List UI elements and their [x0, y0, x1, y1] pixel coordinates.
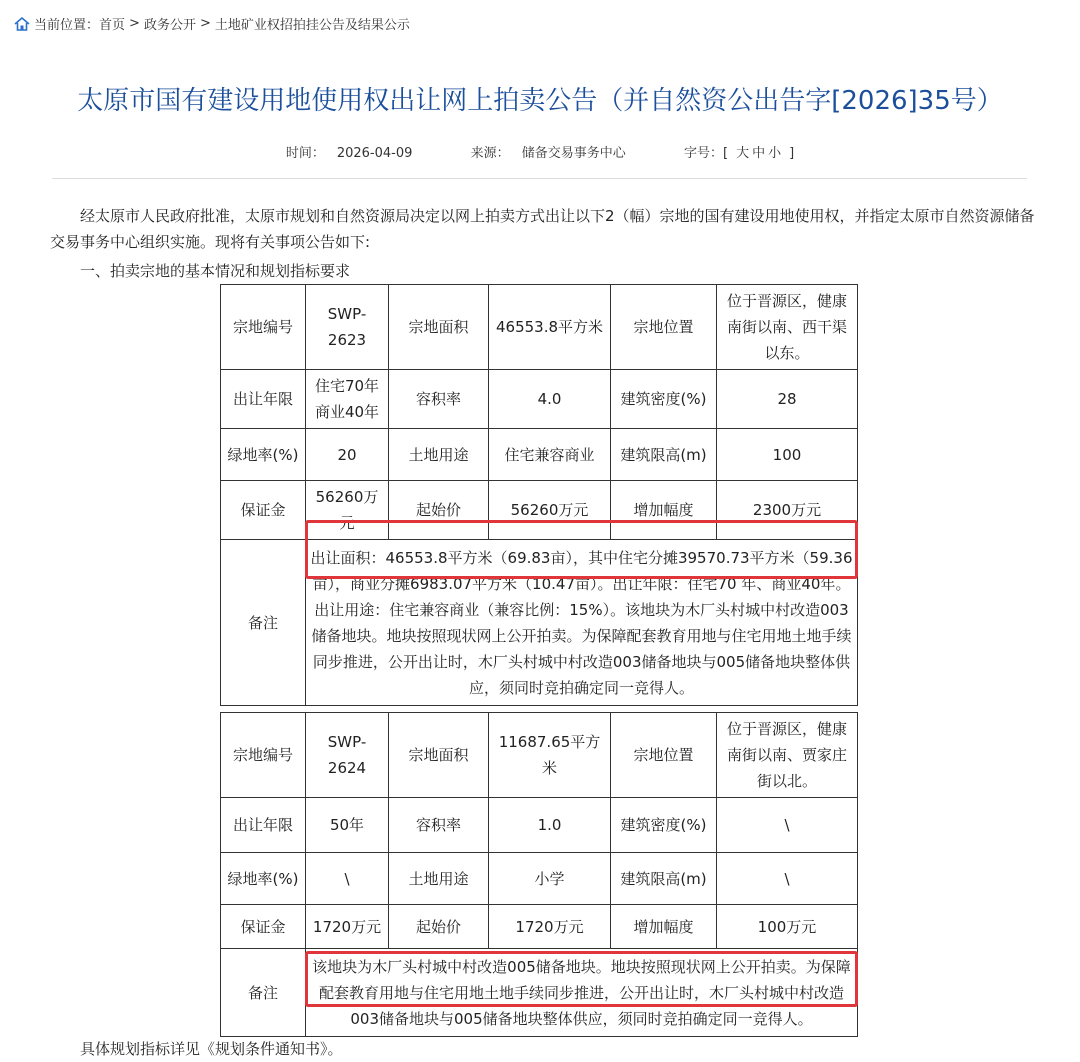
cell-label: 出让年限	[221, 370, 306, 429]
cell-value: 2300万元	[717, 481, 858, 540]
footer-note: 具体规划指标详见《规划条件通知书》。	[80, 1040, 343, 1058]
cell-value: 20	[306, 429, 389, 481]
cell-label: 增加幅度	[611, 905, 717, 949]
breadcrumb-separator: >	[199, 16, 211, 31]
cell-label: 建筑限高(m)	[611, 853, 717, 905]
cell-value: 50年	[306, 798, 389, 853]
time-label: 时间：	[285, 146, 325, 161]
breadcrumb-gov-link[interactable]: 政务公开	[143, 18, 196, 33]
cell-label: 建筑密度(%)	[611, 370, 717, 429]
cell-label: 保证金	[221, 481, 306, 540]
cell-label: 容积率	[389, 798, 489, 853]
cell-value: SWP-2624	[306, 713, 389, 798]
cell-value: \	[306, 853, 389, 905]
cell-label: 宗地编号	[221, 285, 306, 370]
note-text: 该地块为木厂头村城中村改造005储备地块。地块按照现状网上公开拍卖。为保障配套教育用地与住宅用地土地手续同步推进，公开出让时，木厂头村城中村改造003储备地块与005储备地块整体供应，须同时竞拍确定同一竞得人。	[306, 949, 858, 1037]
note-label: 备注	[221, 540, 306, 706]
cell-value: 小学	[489, 853, 611, 905]
cell-value: 46553.8平方米	[489, 285, 611, 370]
cell-value: \	[717, 853, 858, 905]
font-size-large[interactable]: 大	[736, 146, 750, 161]
font-size-medium[interactable]: 中	[752, 146, 766, 161]
cell-value: \	[717, 798, 858, 853]
cell-label: 建筑密度(%)	[611, 798, 717, 853]
font-size-small[interactable]: 小	[768, 146, 782, 161]
cell-label: 土地用途	[389, 429, 489, 481]
font-size-label: 字号：[	[683, 146, 729, 161]
home-icon	[14, 16, 30, 32]
source-value: 储备交易事务中心	[521, 146, 626, 161]
highlight-box	[305, 520, 858, 579]
cell-value: 56260万元	[306, 481, 389, 540]
article-meta	[0, 142, 1080, 161]
font-size-close: ]	[789, 146, 795, 161]
cell-label: 土地用途	[389, 853, 489, 905]
cell-label: 宗地面积	[389, 713, 489, 798]
cell-value: 位于晋源区，健康南街以南、贾家庄街以北。	[717, 713, 858, 798]
cell-label: 宗地面积	[389, 285, 489, 370]
cell-value: 位于晋源区，健康南街以南、西干渠以东。	[717, 285, 858, 370]
cell-label: 增加幅度	[611, 481, 717, 540]
cell-label: 绿地率(%)	[221, 853, 306, 905]
highlight-box	[305, 951, 858, 1007]
cell-value: 1.0	[489, 798, 611, 853]
intro-line-2: 交易事务中心组织实施。现将有关事项公告如下:	[50, 233, 371, 251]
cell-label: 保证金	[221, 905, 306, 949]
cell-value: 56260万元	[489, 481, 611, 540]
note-text: 出让面积：46553.8平方米（69.83亩），其中住宅分摊39570.73平方米（59.36亩），商业分摊6983.07平方米（10.47亩）。出让年限：住宅70 年、商业40年。出让用途：住宅兼容商业（兼容比例：15%）。该地块为木厂头村城中村改造003储备地块。地块按照现状网上公开拍卖。为保障配套教育用地与住宅用地土地手续同步推进，公开出让时，木厂头村城中村改造003储备地块与005储备地块整体供应，须同时竞拍确定同一竞得人。	[306, 540, 858, 706]
intro-line-1: 经太原市人民政府批准，太原市规划和自然资源局决定以网上拍卖方式出让以下2（幅）宗地的国有建设用地使用权，并指定太原市自然资源储备	[80, 207, 1035, 225]
time-value: 2026-04-09	[336, 146, 413, 161]
divider	[52, 178, 1027, 179]
cell-value: 11687.65平方米	[489, 713, 611, 798]
cell-label: 宗地位置	[611, 713, 717, 798]
breadcrumb-separator: >	[129, 16, 140, 31]
cell-value: 1720万元	[306, 905, 389, 949]
breadcrumb-land-link[interactable]: 土地矿业权招拍挂公告及结果公示	[214, 18, 410, 33]
cell-label: 建筑限高(m)	[611, 429, 717, 481]
cell-value: 28	[717, 370, 858, 429]
parcel-table-1	[220, 284, 858, 706]
breadcrumb-home-link[interactable]: 首页	[99, 18, 126, 33]
intro-paragraph	[50, 203, 1040, 255]
cell-label: 宗地位置	[611, 285, 717, 370]
cell-value: 住宅70年 商业40年	[306, 370, 389, 429]
section-heading: 一、拍卖宗地的基本情况和规划指标要求	[80, 262, 351, 280]
cell-label: 起始价	[389, 905, 489, 949]
cell-label: 绿地率(%)	[221, 429, 306, 481]
cell-value: 4.0	[489, 370, 611, 429]
cell-value: 住宅兼容商业	[489, 429, 611, 481]
cell-label: 容积率	[389, 370, 489, 429]
cell-value: 100	[717, 429, 858, 481]
source-label: 来源：	[470, 146, 510, 161]
page-title: 太原市国有建设用地使用权出让网上拍卖公告（并自然资公出告字[2026]35号）	[77, 86, 1003, 116]
cell-value: SWP-2623	[306, 285, 389, 370]
cell-value: 1720万元	[489, 905, 611, 949]
note-label: 备注	[221, 949, 306, 1037]
breadcrumb-prefix: 当前位置：	[34, 18, 100, 33]
cell-label: 出让年限	[221, 798, 306, 853]
breadcrumb	[14, 14, 410, 33]
cell-value: 100万元	[717, 905, 858, 949]
cell-label: 起始价	[389, 481, 489, 540]
cell-label: 宗地编号	[221, 713, 306, 798]
